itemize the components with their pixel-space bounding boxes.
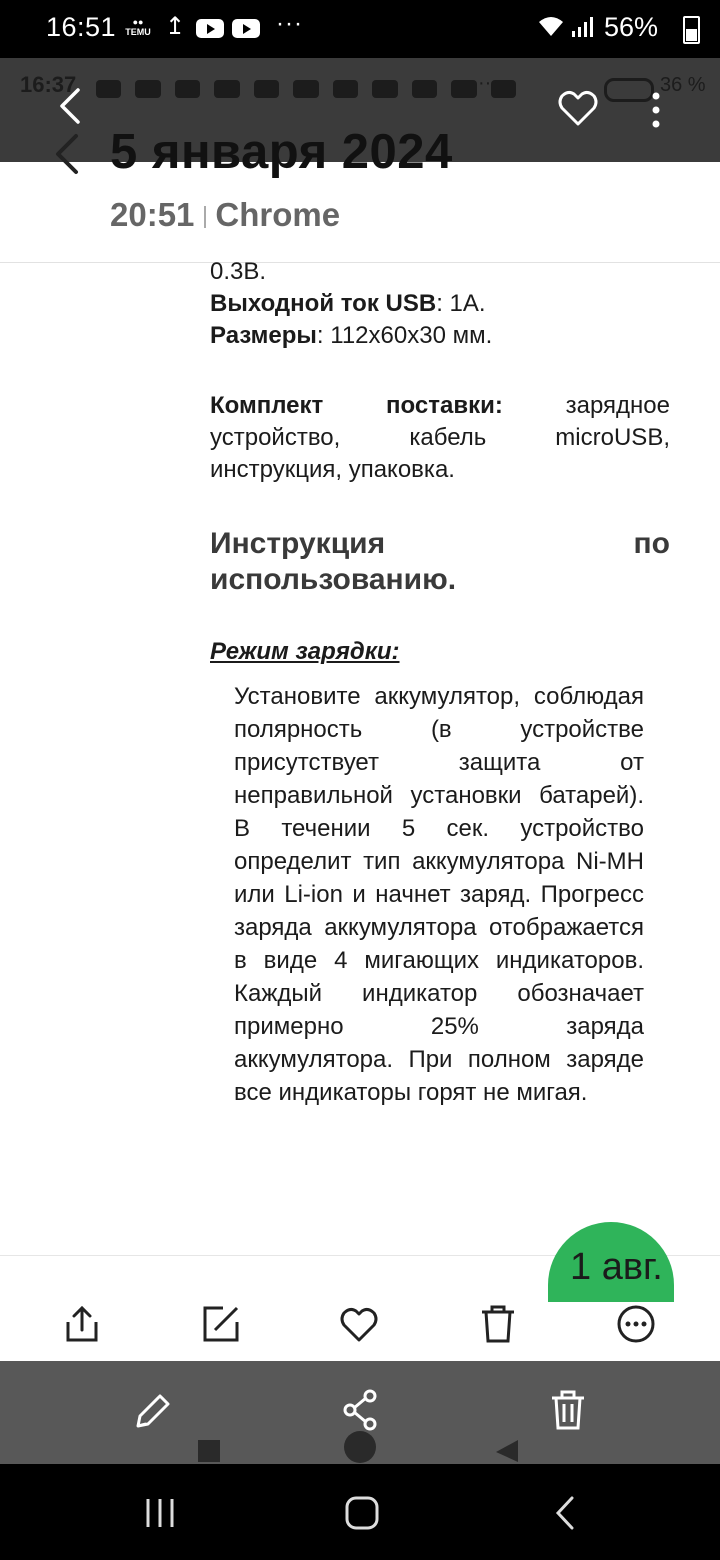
signal-icon xyxy=(570,15,596,45)
trash-icon[interactable] xyxy=(548,1388,588,1432)
ghost-battery-percent: 36 % xyxy=(660,74,706,96)
ghost-more: ··· xyxy=(478,72,498,94)
home-icon[interactable] xyxy=(342,1496,382,1530)
ghost-notification-icons xyxy=(96,80,516,98)
battery-icon xyxy=(683,16,700,44)
subtitle xyxy=(110,196,340,234)
overlay-bottom-band xyxy=(0,1360,720,1464)
ghost-recents-icon xyxy=(196,1438,224,1464)
upload-icon: ↥ xyxy=(165,13,186,40)
specs-block xyxy=(210,262,670,352)
back-icon[interactable] xyxy=(52,86,92,126)
back-icon[interactable] xyxy=(546,1496,586,1530)
youtube-icon xyxy=(232,19,260,38)
kit-line-cont: устройство, кабель microUSB, инструкция, упаковка. xyxy=(210,424,670,483)
ghost-status-time: 16:37 xyxy=(20,72,77,97)
temu-icon: ●● TEMU xyxy=(125,17,151,37)
heart-icon[interactable] xyxy=(339,1304,379,1344)
share-icon[interactable] xyxy=(62,1304,102,1344)
detail-header xyxy=(0,125,720,263)
more-vert-icon[interactable] xyxy=(644,88,668,132)
status-bar xyxy=(0,0,720,58)
ghost-home-icon xyxy=(340,1430,380,1464)
youtube-icon xyxy=(196,19,224,38)
share-nodes-icon[interactable] xyxy=(340,1388,380,1432)
kit-block xyxy=(210,390,670,486)
kit-line: Комплект поставки: зарядное xyxy=(210,392,670,419)
battery-percent: 56% xyxy=(604,12,659,42)
recents-icon[interactable] xyxy=(142,1496,182,1530)
document-content xyxy=(210,262,670,1252)
pencil-icon[interactable] xyxy=(132,1388,172,1432)
edit-icon[interactable] xyxy=(201,1304,241,1344)
status-time: 16:51 xyxy=(46,12,117,42)
separator xyxy=(204,206,206,228)
size-line: Размеры: 112х60х30 мм. xyxy=(210,322,493,349)
trash-icon[interactable] xyxy=(478,1304,518,1344)
source-app: Chrome xyxy=(215,196,341,233)
wifi-icon xyxy=(537,14,565,44)
back-icon[interactable] xyxy=(48,132,88,176)
ghost-back-icon xyxy=(492,1438,520,1464)
usb-line: Выходной ток USB: 1А. xyxy=(210,290,486,317)
page-title: 5 января 2024 xyxy=(110,125,453,179)
favorite-icon[interactable] xyxy=(556,86,600,130)
system-nav-bar xyxy=(0,1464,720,1560)
more-notifications-icon: ··· xyxy=(276,10,303,37)
voltage-line: 0.3В. xyxy=(210,262,267,285)
mode-title: Режим зарядки: xyxy=(210,638,400,665)
instructions-heading: Инструкция по использованию. xyxy=(210,527,670,596)
more-icon[interactable] xyxy=(616,1304,656,1344)
date-chip: 1 авг. xyxy=(570,1246,663,1288)
mode-text: Установите аккумулятор, соблюдая полярность (в устройстве присутствует защита от неправильной установки батарей). В течении 5 сек. устройство определит тип аккумулятора Ni-MH или Li-ion и начнет заряд. Прогресс заряда аккумулятора отображается в виде 4 мигающих индикаторов. Каждый индикатор обозначает примерно 25% заряда аккумулятора. При полном заряде все индикаторы горят не мигая. xyxy=(234,683,644,1106)
capture-time: 20:51 xyxy=(110,196,195,233)
